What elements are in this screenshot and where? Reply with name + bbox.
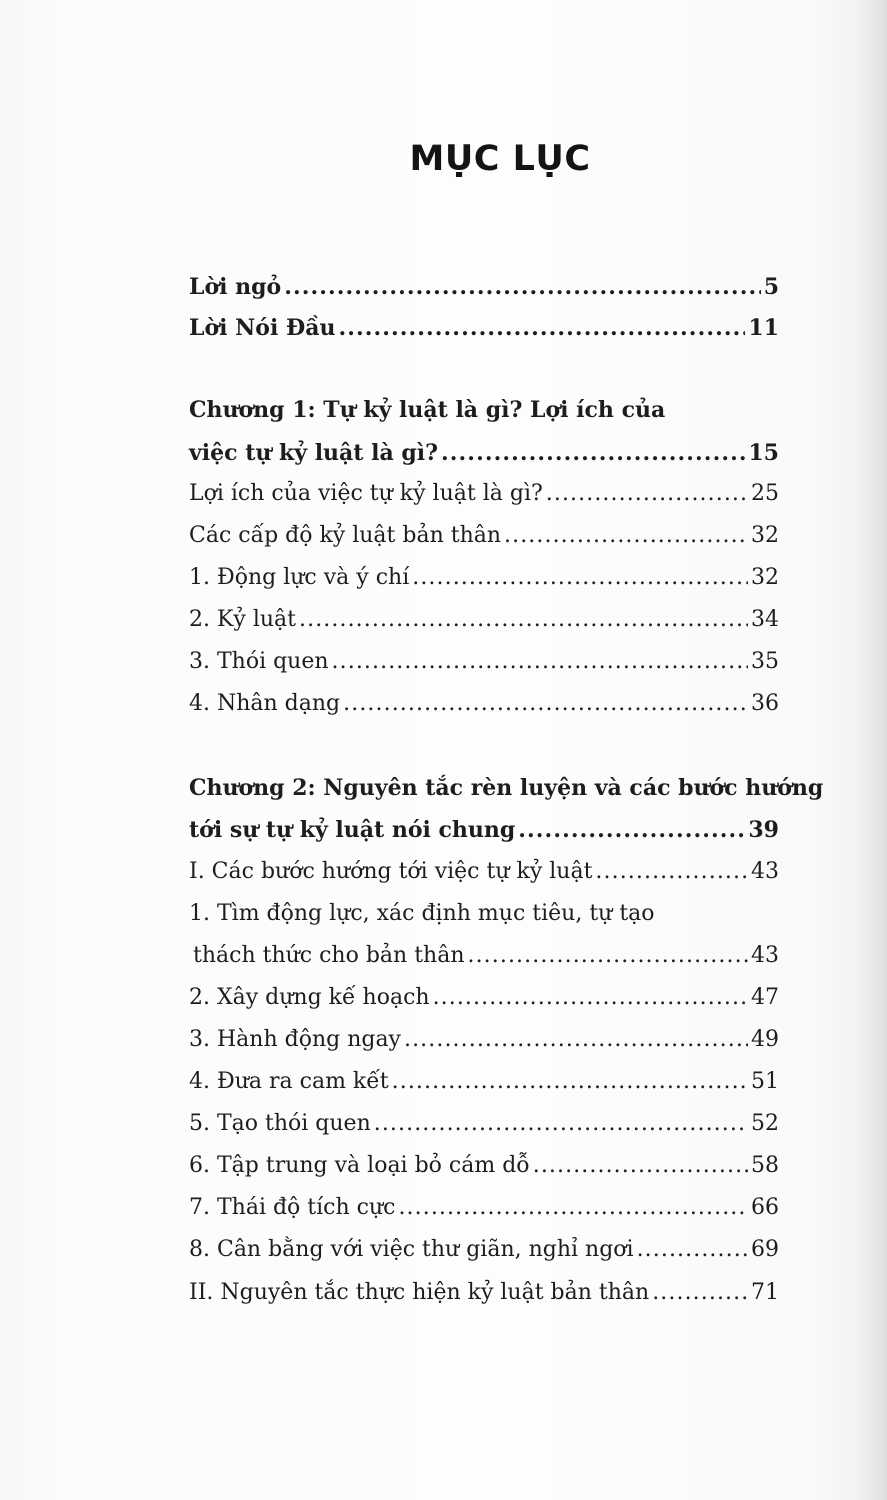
toc-entry — [189, 1069, 779, 1111]
toc-leader-dots — [338, 315, 745, 341]
toc-leader-dots — [533, 1153, 748, 1178]
toc-entry-page: 43 — [751, 943, 779, 968]
toc-entry — [189, 1027, 779, 1069]
toc-entry-label: 1. Động lực và ý chí — [189, 565, 410, 590]
toc-leader-dots — [398, 1195, 748, 1220]
page-title: MỤC LỤC — [409, 139, 591, 179]
toc-entry-page: 71 — [751, 1280, 779, 1305]
toc-chapter-heading — [189, 397, 779, 439]
toc-entry — [189, 1237, 779, 1279]
toc-leader-dots — [652, 1280, 748, 1305]
toc-entry — [189, 274, 779, 316]
toc-leader-dots — [284, 274, 760, 300]
toc-entry — [189, 315, 779, 357]
toc-entry-page: 34 — [751, 607, 779, 632]
toc-entry-label: 2. Xây dựng kế hoạch — [189, 985, 430, 1010]
toc-entry-label: 6. Tập trung và loại bỏ cám dỗ — [189, 1153, 530, 1178]
toc-entry-page: 11 — [748, 315, 779, 341]
toc-entry — [189, 1280, 779, 1322]
toc-entry-page: 58 — [751, 1153, 779, 1178]
toc-leader-dots — [518, 817, 745, 843]
toc-entry-page: 66 — [751, 1195, 779, 1220]
toc-entry — [189, 523, 779, 565]
toc-entry-page: 52 — [751, 1111, 779, 1136]
toc-entry — [189, 1111, 779, 1153]
toc-chapter-heading — [189, 775, 824, 817]
toc-leader-dots — [595, 859, 748, 884]
toc-entry-label: Chương 2: Nguyên tắc rèn luyện và các bước hướng — [189, 775, 824, 801]
toc-entry-label: I. Các bước hướng tới việc tự kỷ luật — [189, 859, 593, 884]
toc-leader-dots — [374, 1111, 748, 1136]
toc-entry-label: 7. Thái độ tích cực — [189, 1195, 396, 1220]
toc-entry — [189, 607, 779, 649]
toc-entry-page: 15 — [748, 440, 779, 466]
toc-entry-page: 32 — [751, 565, 779, 590]
toc-leader-dots — [468, 943, 749, 968]
toc-leader-dots — [637, 1237, 748, 1262]
toc-entry — [189, 901, 779, 943]
toc-entry — [189, 985, 779, 1027]
toc-entry-label: Chương 1: Tự kỷ luật là gì? Lợi ích của — [189, 397, 666, 423]
toc-leader-dots — [433, 985, 748, 1010]
toc-entry-label: 4. Đưa ra cam kết — [189, 1069, 389, 1094]
toc-entry-page: 51 — [751, 1069, 779, 1094]
toc-entry-label: Lời Nói Đầu — [189, 315, 336, 341]
toc-leader-dots — [441, 440, 745, 466]
toc-entry — [189, 440, 779, 482]
toc-entry-page: 47 — [751, 985, 779, 1010]
toc-entry-label: tới sự tự kỷ luật nói chung — [189, 817, 516, 843]
toc-entry-page: 39 — [748, 817, 779, 843]
toc-leader-dots — [332, 649, 748, 674]
toc-entry-page: 69 — [751, 1237, 779, 1262]
toc-entry-page: 25 — [751, 481, 779, 506]
toc-entry — [189, 943, 779, 985]
toc-entry — [189, 481, 779, 523]
toc-leader-dots — [546, 481, 748, 506]
toc-entry — [189, 1195, 779, 1237]
toc-entry-page: 5 — [763, 274, 779, 300]
toc-entry-label: 8. Cân bằng với việc thư giãn, nghỉ ngơi — [189, 1237, 634, 1262]
toc-entry-label: Các cấp độ kỷ luật bản thân — [189, 523, 502, 548]
toc-entry-label: 5. Tạo thói quen — [189, 1111, 371, 1136]
toc-entry-label: 4. Nhân dạng — [189, 691, 341, 716]
toc-leader-dots — [504, 523, 748, 548]
page-edge-shadow — [857, 0, 887, 1500]
toc-entry-label: 3. Hành động ngay — [189, 1027, 401, 1052]
toc-entry-page: 35 — [751, 649, 779, 674]
toc-entry — [189, 565, 779, 607]
toc-entry-label: 3. Thói quen — [189, 649, 329, 674]
toc-entry-page: 32 — [751, 523, 779, 548]
toc-entry — [189, 859, 779, 901]
toc-leader-dots — [299, 607, 748, 632]
toc-entry — [189, 691, 779, 733]
toc-entry-label: 2. Kỷ luật — [189, 607, 297, 632]
toc-entry-label: việc tự kỷ luật là gì? — [189, 440, 439, 466]
toc-entry — [189, 649, 779, 691]
toc-entry-label: thách thức cho bản thân — [193, 943, 465, 968]
toc-entry-label: II. Nguyên tắc thực hiện kỷ luật bản thân — [189, 1280, 650, 1305]
toc-leader-dots — [343, 691, 748, 716]
toc-entry — [189, 817, 779, 859]
toc-entry — [189, 1153, 779, 1195]
toc-entry-label: Lời ngỏ — [189, 274, 282, 300]
toc-entry-page: 43 — [751, 859, 779, 884]
toc-entry-page: 49 — [751, 1027, 779, 1052]
toc-entry-label: 1. Tìm động lực, xác định mục tiêu, tự tạo — [189, 901, 655, 926]
toc-leader-dots — [412, 565, 748, 590]
toc-entry-page: 36 — [751, 691, 779, 716]
toc-leader-dots — [392, 1069, 748, 1094]
toc-leader-dots — [404, 1027, 748, 1052]
toc-entry-label: Lợi ích của việc tự kỷ luật là gì? — [189, 481, 543, 506]
